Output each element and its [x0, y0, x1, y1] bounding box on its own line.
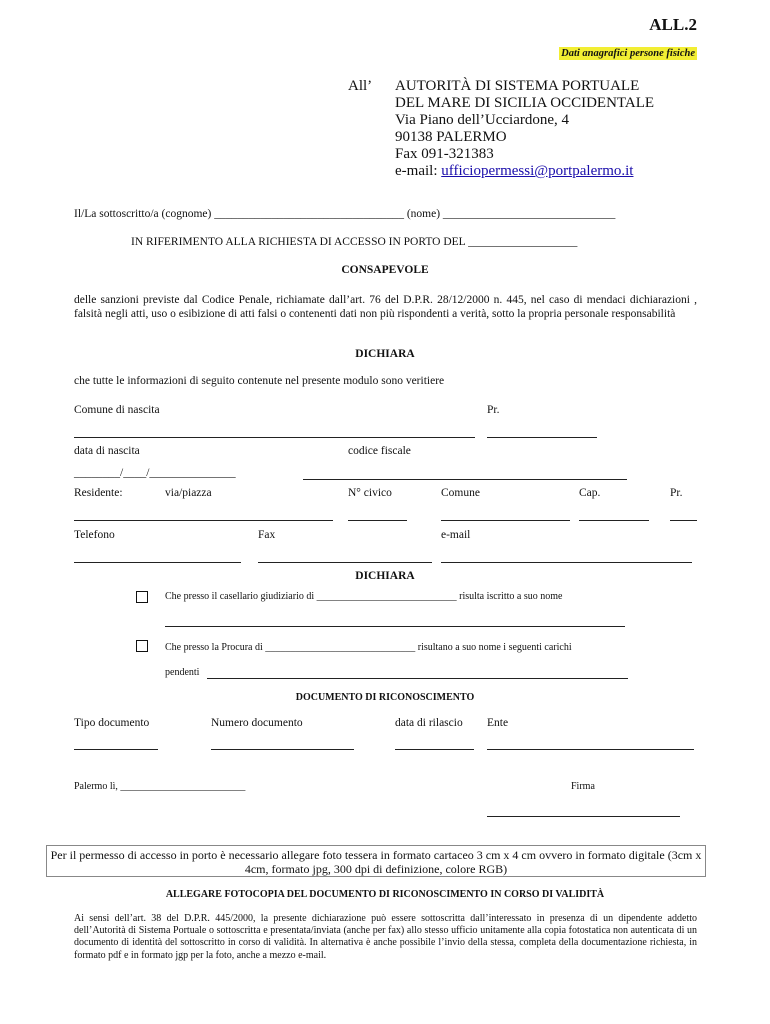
- address-line: DEL MARE DI SICILIA OCCIDENTALE: [395, 95, 655, 111]
- addressee-label: All’: [348, 78, 373, 94]
- data-rilascio-field[interactable]: [395, 749, 474, 750]
- ente-field[interactable]: [487, 749, 694, 750]
- pendenti-label: pendenti: [165, 667, 200, 678]
- attachment-number: ALL.2: [649, 15, 697, 34]
- email-link[interactable]: ufficiopermessi@portpalermo.it: [441, 163, 634, 179]
- firma-label: Firma: [571, 781, 595, 792]
- consapevole-heading: CONSAPEVOLE: [341, 264, 429, 276]
- email-field[interactable]: [441, 562, 692, 563]
- numero-documento-field[interactable]: [211, 749, 354, 750]
- section-highlight: Dati anagrafici persone fisiche: [561, 48, 695, 59]
- email-label: e-mail: [441, 529, 471, 541]
- address-block: [395, 78, 654, 180]
- data-nascita-label: data di nascita: [74, 445, 140, 457]
- casellario-field[interactable]: [165, 626, 625, 627]
- telefono-field[interactable]: [74, 562, 241, 563]
- pendenti-field[interactable]: [207, 678, 628, 679]
- pr-field[interactable]: [487, 437, 597, 438]
- dichiara-heading: DICHIARA: [355, 348, 415, 360]
- tipo-documento-label: Tipo documento: [74, 717, 150, 729]
- comune-field[interactable]: [441, 520, 570, 521]
- ente-label: Ente: [487, 717, 509, 729]
- provincia-field[interactable]: [670, 520, 697, 521]
- comune-nascita-label: Comune di nascita: [74, 404, 160, 416]
- data-rilascio-label: data di rilascio: [395, 717, 463, 729]
- comune-nascita-field[interactable]: [74, 437, 475, 438]
- dichiara-heading-2: DICHIARA: [355, 570, 415, 582]
- documento-heading: DOCUMENTO DI RICONOSCIMENTO: [295, 692, 475, 703]
- data-nascita-field[interactable]: ________/____/_______________: [74, 467, 236, 479]
- legal-note: Ai sensi dell’art. 38 del D.P.R. 445/2000, la presente dichiarazione può essere sottoscritta dall’interessato in presenza di un dipendente addetto dell’Autorità di Sistema Portuale o sottoscritta e presentata/inviata (anche per fax) allo stesso ufficio unitamente alla copia fotostatica non autenticata di un documento di identità del sottoscritto in corso di validità. In alternativa è anche possibile l’invio della stessa, completa della documentazione richiesta, in formato pdf e in formato jgp per la foto, anche a mezzo e-mail.: [74, 913, 697, 961]
- address-line: 90138 PALERMO: [395, 129, 507, 145]
- provincia-label: Pr.: [670, 487, 683, 499]
- firma-field[interactable]: [487, 816, 680, 817]
- procura-checkbox[interactable]: [136, 640, 148, 652]
- fax-label: Fax: [258, 529, 276, 541]
- palermo-date-line: Palermo lì, _________________________: [74, 781, 246, 792]
- address-line: Via Piano dell’Ucciardone, 4: [395, 112, 570, 128]
- cap-label: Cap.: [579, 487, 601, 499]
- codice-fiscale-label: codice fiscale: [348, 445, 411, 457]
- casellario-checkbox[interactable]: [136, 591, 148, 603]
- allegare-heading: ALLEGARE FOTOCOPIA DEL DOCUMENTO DI RICONOSCIMENTO IN CORSO DI VALIDITÀ: [165, 889, 605, 900]
- veritiere-text: che tutte le informazioni di seguito contenute nel presente modulo sono veritiere: [74, 375, 445, 387]
- civico-field[interactable]: [348, 520, 407, 521]
- telefono-label: Telefono: [74, 529, 115, 541]
- address-email-line: e-mail: ufficiopermessi@portpalermo.it: [395, 163, 634, 179]
- procura-text: Che presso la Procura di ______________________________ risultano a suo nome i seguenti carichi: [165, 642, 572, 653]
- foto-notice-box: Per il permesso di accesso in porto è necessario allegare foto tessera in formato cartaceo 3 cm x 4 cm ovvero in formato digitale (3cm x 4cm, formato jpg, 300 dpi di definizione, colore RGB): [46, 845, 706, 877]
- residente-label: Residente:: [74, 487, 123, 499]
- cap-field[interactable]: [579, 520, 649, 521]
- numero-documento-label: Numero documento: [211, 717, 303, 729]
- codice-fiscale-field[interactable]: [303, 479, 627, 480]
- sottoscritto-line: Il/La sottoscritto/a (cognome) _________________________________ (nome) ______________________________: [74, 208, 616, 220]
- address-line: Fax 091-321383: [395, 146, 494, 162]
- tipo-documento-field[interactable]: [74, 749, 158, 750]
- fax-field[interactable]: [258, 562, 432, 563]
- sanzioni-paragraph: delle sanzioni previste dal Codice Penale, richiamate dall’art. 76 del D.P.R. 28/12/2000 n. 445, nel caso di mendaci dichiarazioni , falsità negli atti, uso o esibizione di atti falsi o contenenti dati non più rispondenti a verità, sotto la propria personale responsabilità: [74, 294, 697, 320]
- civico-label: N° civico: [348, 487, 392, 499]
- via-label: via/piazza: [165, 487, 212, 499]
- pr-label: Pr.: [487, 404, 500, 416]
- via-field[interactable]: [74, 520, 333, 521]
- casellario-text: Che presso il casellario giudiziario di ____________________________ risulta iscritto a suo nome: [165, 591, 563, 602]
- address-line: AUTORITÀ DI SISTEMA PORTUALE: [395, 78, 640, 94]
- comune-label: Comune: [441, 487, 480, 499]
- riferimento-line: IN RIFERIMENTO ALLA RICHIESTA DI ACCESSO IN PORTO DEL ___________________: [131, 236, 578, 248]
